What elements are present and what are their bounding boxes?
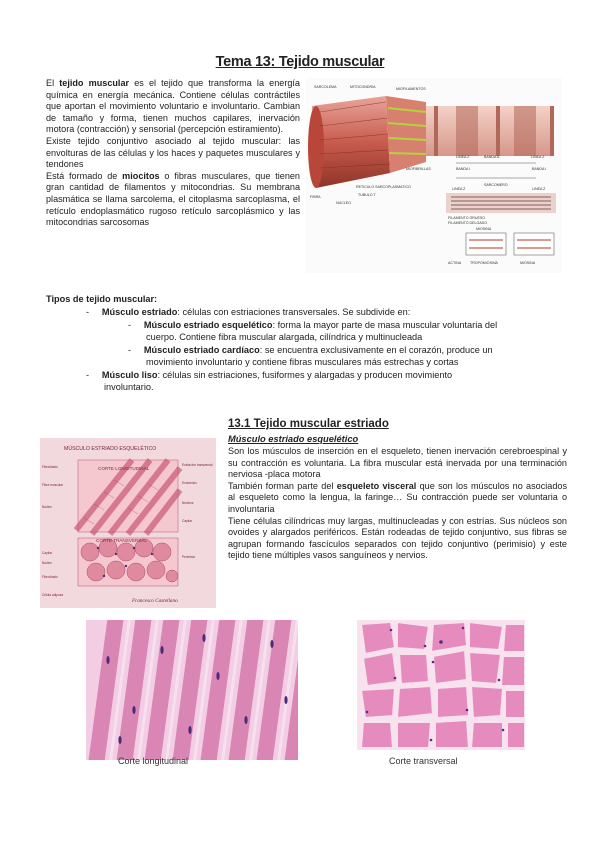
- drawing-left-label: Capilar: [42, 551, 53, 555]
- muscle-structure-diagram: [306, 78, 562, 273]
- drawing-left-label: Fibroblasto: [42, 575, 58, 579]
- drawing-left-label: Fibra muscular: [42, 483, 64, 487]
- intro-paragraph-3: Está formado de miocitos o fibras musculares, que tienen gran cantidad de filamentos y mitocondrias. Su membrana plasmática se llama sarcolema, el citoplasma sarcoplasma, el retículo endoplasmático rugoso retículo sarcoplásmico y las mitocondrias sarcosomas: [46, 170, 300, 228]
- list-item-continuation: movimiento involuntario y contiene fibras musculares más estrechas y cortas: [146, 357, 459, 367]
- list-item: - Músculo estriado cardíaco: se encuentra exclusivamente en el corazón, produce un: [128, 345, 493, 355]
- diagram-label: MIOSINA: [476, 227, 492, 231]
- diagram-label: SARCOLEMA: [314, 85, 337, 89]
- caption-longitudinal: Corte longitudinal: [118, 756, 189, 766]
- diagram-label: TROPOMIOSINA: [470, 261, 498, 265]
- caption-transverse: Corte transversal: [389, 756, 458, 766]
- drawing-right-label: Estriación transversal: [182, 463, 213, 467]
- drawing-signature: Francesco Castellano: [132, 598, 178, 604]
- diagram-label: FILAMENTO DELGADO: [448, 221, 488, 225]
- diagram-label: MIOSINA: [520, 261, 536, 265]
- list-item: - Músculo estriado: células con estriaciones transversales. Se subdivide en:: [86, 307, 411, 317]
- drawing-left-label: Célula adiposa: [42, 593, 64, 597]
- types-heading: Tipos de tejido muscular:: [46, 294, 158, 304]
- section-paragraph-2: También forman parte del esqueleto visceral que son los músculos no asociados al esqueleto como la lengua, la faringe… Su contracción puede ser voluntaria o involuntaria: [228, 480, 567, 514]
- diagram-label: TUBULO T: [358, 193, 376, 197]
- list-item: - Músculo estriado esquelético: forma la mayor parte de masa muscular voluntaria del: [128, 320, 498, 330]
- diagram-label: MIOFILAMENTOS: [396, 87, 426, 91]
- diagram-label: BANDA I: [456, 167, 471, 171]
- diagram-label: FIBRA: [310, 195, 321, 199]
- skeletal-muscle-drawing: [40, 438, 216, 608]
- drawing-right-label: Núcleos: [182, 501, 194, 505]
- drawing-corte-longitudinal: CORTE LONGITUDINAL: [98, 466, 150, 471]
- section-title: 13.1 Tejido muscular estriado: [228, 418, 389, 430]
- diagram-label: SARCOMERO: [484, 183, 508, 187]
- section-text: [228, 446, 567, 562]
- muscle-types-list: [46, 293, 571, 403]
- section-paragraph-1: Son los músculos de inserción en el esqueleto, tienen inervación cerebroespinal y su contracción es voluntaria. La fibra muscular está inervada por una terminación nerviosa -placa motora: [228, 446, 567, 480]
- micrograph-longitudinal: [86, 620, 298, 760]
- diagram-label: MITOCONDRIA: [350, 85, 376, 89]
- drawing-title: MÚSCULO ESTRIADO ESQUELÉTICO: [64, 446, 157, 452]
- drawing-corte-transversal: CORTE TRANSVERSAL: [96, 538, 147, 543]
- diagram-label: MIOFIBRILLAS: [406, 167, 431, 171]
- list-item: - Músculo liso: células sin estriaciones, fusiformes y alargadas y producen movimiento: [86, 370, 453, 380]
- diagram-label: BANDA A: [484, 155, 500, 159]
- drawing-right-label: Capilar: [182, 519, 193, 523]
- intro-paragraph-1: El tejido muscular es el tejido que transforma la energía química en energía mecánica. Contiene células contráctiles que aportan el movimiento voluntario e involuntario. Cambian de tamaño y forma, tienen muchos capilares, inervación motora (contracción) y sensorial (percepción estiramiento).: [46, 78, 300, 135]
- diagram-label: LINEA Z: [532, 187, 546, 191]
- intro-paragraph-2: Existe tejido conjuntivo asociado al tejido muscular: las envolturas de las células y los haces y paquetes musculares y tendones: [46, 135, 300, 170]
- page-title: Tema 13: Tejido muscular: [215, 54, 385, 70]
- diagram-label: ACTINA: [448, 261, 462, 265]
- intro-text: [46, 78, 300, 229]
- list-item-continuation: cuerpo. Contiene fibra muscular alargada, cilíndrica y multinucleada: [146, 332, 423, 342]
- diagram-label: LINEA Z: [456, 155, 470, 159]
- section-subtitle: Músculo estriado esquelético: [228, 434, 359, 444]
- diagram-label: BANDA I: [532, 167, 547, 171]
- diagram-label: FILAMENTO GRUESO: [448, 216, 486, 220]
- drawing-left-label: Núcleo: [42, 561, 52, 565]
- diagram-label: NUCLEO: [336, 201, 351, 205]
- diagram-label: LINEA Z: [452, 187, 466, 191]
- section-paragraph-3: Tiene células cilíndricas muy largas, multinucleadas y con estrías. Sus núcleos son ovoides y alargados periféricos. Están rodeadas de tejido conjuntivo, sus fibras se agrupan formando fascículos separados con tejido conjuntivo (perimisio) y este tejido tiene múltiples vasos sanguíneos y nervios.: [228, 515, 567, 561]
- diagram-label: RETICULO SARCOPLASMATICO: [356, 185, 411, 189]
- micrograph-transverse: [357, 620, 525, 750]
- drawing-left-label: Núcleo: [42, 505, 52, 509]
- diagram-label: LINEA Z: [531, 155, 545, 159]
- list-item-continuation: involuntario.: [104, 382, 154, 392]
- drawing-right-label: Endomisio: [182, 481, 197, 485]
- drawing-left-label: Fibroblasto: [42, 465, 58, 469]
- drawing-right-label: Perimisio: [182, 555, 196, 559]
